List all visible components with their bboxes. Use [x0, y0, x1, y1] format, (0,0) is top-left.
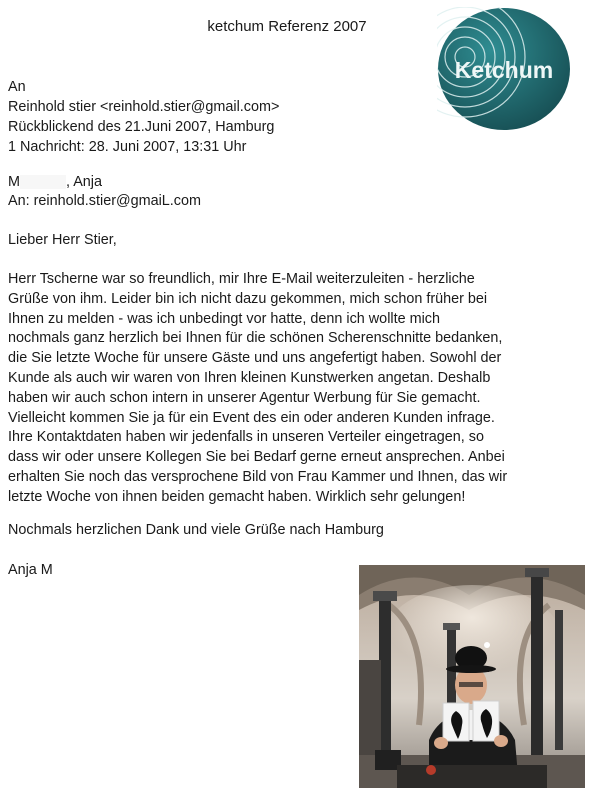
logo-text: Ketchum [454, 57, 554, 83]
sender-initial: M [8, 174, 20, 190]
message-info-line: 1 Nachricht: 28. Juni 2007, 13:31 Uhr [8, 139, 247, 155]
ketchum-logo [437, 7, 571, 131]
document-title: ketchum Referenz 2007 [207, 18, 367, 35]
body-line: Herr Tscherne war so freundlich, mir Ihre E-Mail weiterzuleiten - herzliche [8, 271, 475, 287]
sender-line [8, 173, 201, 192]
signature: Anja M [8, 562, 53, 578]
body-line: Grüße von ihm. Leider bin ich nicht dazu gekommen, mich schon früher bei [8, 290, 488, 307]
subject-line: Rückblickend des 21.Juni 2007, Hamburg [8, 119, 275, 135]
to-label: An [8, 79, 26, 95]
event-photo [359, 565, 585, 788]
body-line: Kunde als auch wir waren von Ihren kleinen Kunstwerken angetan. Deshalb [8, 369, 491, 386]
body-paragraph [8, 270, 578, 508]
recipient-line: Reinhold stier <reinhold.stier@gmail.com> [8, 99, 280, 115]
sender-first-name: , Anja [66, 174, 103, 190]
closing-line: Nochmals herzlichen Dank und viele Grüße nach Hamburg [8, 522, 384, 538]
body-line: letzte Woche von ihnen beiden gemacht haben. Wirklich sehr gelungen! [8, 488, 466, 505]
body-line: Ihre Kontaktdaten haben wir jedenfalls in unseren Verteiler eingetragen, so [8, 429, 485, 446]
body-line: haben wir auch schon intern in unserer Agentur Werbung für Sie gemacht. [8, 389, 481, 406]
email-header [8, 77, 279, 157]
body-line: Ihnen zu melden - was ich unbedingt vor hatte, denn ich wollte mich [8, 310, 440, 327]
body-line: nochmals ganz herzlich bei Ihnen für die schönen Scherenschnitte bedanken, [8, 330, 503, 347]
body-line: erhalten Sie noch das versprochene Bild von Frau Kammer und Ihnen, das wir [8, 468, 508, 485]
body-line: dass wir oder unsere Kollegen Sie bei Bedarf gerne erneut ansprechen. Anbei [8, 449, 505, 466]
greeting: Lieber Herr Stier, [8, 232, 117, 248]
sender-block [8, 173, 201, 211]
body-line: die Sie letzte Woche für unsere Gäste und uns angefertigt haben. Sowohl der [8, 350, 502, 367]
redacted-surname [20, 175, 66, 189]
to-address-line: An: reinhold.stier@gmaiL.com [8, 193, 201, 209]
body-line: Vielleicht kommen Sie ja für ein Event des ein oder anderen Kunden infrage. [8, 409, 495, 426]
